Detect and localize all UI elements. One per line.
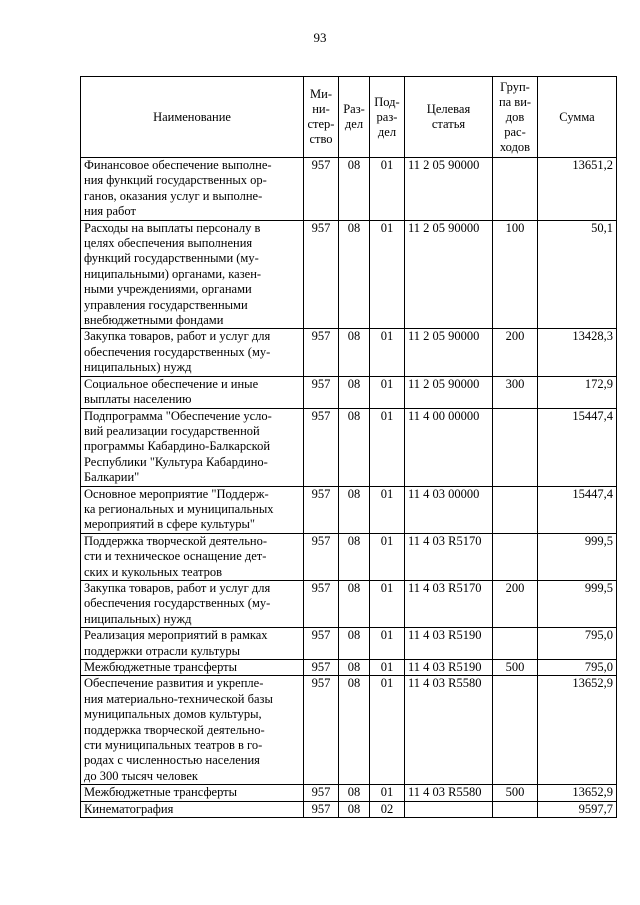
page-number: 93 [313,30,327,45]
row-section: 08 [339,801,370,817]
table-row [81,785,617,801]
row-name: Основное мероприятие "Поддерж- ка региональных и муниципальных мероприятий в сфере культуры" [81,486,304,533]
row-ministry: 957 [304,220,339,329]
header-sum: Сумма [538,77,617,158]
row-article: 11 4 00 00000 [405,408,493,486]
header-article: Целевая статья [405,77,493,158]
row-group: 200 [493,580,538,627]
row-subsection: 01 [370,660,405,676]
row-section: 08 [339,486,370,533]
row-subsection: 01 [370,533,405,580]
row-subsection: 01 [370,676,405,785]
budget-table [80,76,617,818]
row-sum: 13428,3 [538,329,617,376]
row-name: Кинематография [81,801,304,817]
row-section: 08 [339,376,370,408]
row-ministry: 957 [304,660,339,676]
row-sum: 9597,7 [538,801,617,817]
row-sum: 795,0 [538,660,617,676]
row-name: Реализация мероприятий в рамках поддержки отрасли культуры [81,628,304,660]
table-row [81,628,617,660]
header-subsection: Под- раз- дел [370,77,405,158]
header-ministry: Ми- ни- стер- ство [304,77,339,158]
row-article: 11 2 05 90000 [405,220,493,329]
table-row [81,660,617,676]
row-subsection: 01 [370,376,405,408]
row-section: 08 [339,329,370,376]
row-sum: 13652,9 [538,676,617,785]
row-subsection: 02 [370,801,405,817]
table-row [81,329,617,376]
row-name: Финансовое обеспечение выполне- ния функций государственных ор- ганов, оказания услуг и выполне- ния работ [81,158,304,221]
row-subsection: 01 [370,408,405,486]
row-ministry: 957 [304,676,339,785]
table-row [81,158,617,221]
row-name: Расходы на выплаты персоналу в целях обеспечения выполнения функций государственными (му- ниципальными) органами, казен- ными учреждениями, органами управления государственными внебюджетными фондами [81,220,304,329]
row-group [493,533,538,580]
row-ministry: 957 [304,376,339,408]
row-section: 08 [339,158,370,221]
header-group: Груп- па ви- дов рас- ходов [493,77,538,158]
row-article: 11 2 05 90000 [405,329,493,376]
table-body [81,158,617,818]
row-section: 08 [339,628,370,660]
table-row [81,580,617,627]
row-article: 11 4 03 R5580 [405,676,493,785]
row-group: 200 [493,329,538,376]
row-group [493,408,538,486]
row-name: Межбюджетные трансферты [81,660,304,676]
row-group [493,676,538,785]
table-row [81,801,617,817]
table-row [81,220,617,329]
row-ministry: 957 [304,628,339,660]
row-article: 11 4 03 00000 [405,486,493,533]
row-group: 100 [493,220,538,329]
row-sum: 172,9 [538,376,617,408]
row-name: Обеспечение развития и укрепле- ния материально-технической базы муниципальных домов культуры, поддержка творческой деятельно- сти муниципальных театров в го- родах с численностью населения до 300 тысяч человек [81,676,304,785]
row-section: 08 [339,533,370,580]
row-subsection: 01 [370,785,405,801]
row-sum: 999,5 [538,533,617,580]
row-section: 08 [339,580,370,627]
row-article: 11 4 03 R5170 [405,533,493,580]
row-name: Закупка товаров, работ и услуг для обеспечения государственных (му- ниципальных) нужд [81,580,304,627]
row-sum: 795,0 [538,628,617,660]
row-ministry: 957 [304,158,339,221]
row-section: 08 [339,220,370,329]
header-name: Наименование [81,77,304,158]
row-article: 11 2 05 90000 [405,158,493,221]
row-group: 300 [493,376,538,408]
row-sum: 13652,9 [538,785,617,801]
table-row [81,376,617,408]
row-section: 08 [339,676,370,785]
row-article: 11 4 03 R5170 [405,580,493,627]
row-ministry: 957 [304,408,339,486]
table-row [81,486,617,533]
row-subsection: 01 [370,329,405,376]
row-article: 11 4 03 R5190 [405,628,493,660]
row-sum: 50,1 [538,220,617,329]
header-section: Раз- дел [339,77,370,158]
row-name: Закупка товаров, работ и услуг для обеспечения государственных (му- ниципальных) нужд [81,329,304,376]
table-header [81,77,617,158]
row-subsection: 01 [370,580,405,627]
row-group [493,801,538,817]
row-ministry: 957 [304,785,339,801]
row-name: Поддержка творческой деятельно- сти и техническое оснащение дет- ских и кукольных театров [81,533,304,580]
row-subsection: 01 [370,628,405,660]
table-row [81,408,617,486]
row-section: 08 [339,660,370,676]
row-name: Подпрограмма "Обеспечение усло- вий реализации государственной программы Кабардино-Балкарской Республики "Культура Кабардино- Балкарии" [81,408,304,486]
row-name: Социальное обеспечение и иные выплаты населению [81,376,304,408]
row-sum: 15447,4 [538,486,617,533]
row-group [493,158,538,221]
row-ministry: 957 [304,801,339,817]
header-row [81,77,617,158]
row-group [493,628,538,660]
row-sum: 13651,2 [538,158,617,221]
table-row [81,533,617,580]
row-section: 08 [339,785,370,801]
row-group [493,486,538,533]
row-group: 500 [493,660,538,676]
row-subsection: 01 [370,486,405,533]
row-subsection: 01 [370,220,405,329]
row-article [405,801,493,817]
row-ministry: 957 [304,329,339,376]
row-sum: 999,5 [538,580,617,627]
row-ministry: 957 [304,580,339,627]
row-article: 11 4 03 R5190 [405,660,493,676]
table-row [81,676,617,785]
row-article: 11 2 05 90000 [405,376,493,408]
row-ministry: 957 [304,533,339,580]
row-article: 11 4 03 R5580 [405,785,493,801]
row-ministry: 957 [304,486,339,533]
row-subsection: 01 [370,158,405,221]
row-name: Межбюджетные трансферты [81,785,304,801]
row-section: 08 [339,408,370,486]
row-group: 500 [493,785,538,801]
row-sum: 15447,4 [538,408,617,486]
